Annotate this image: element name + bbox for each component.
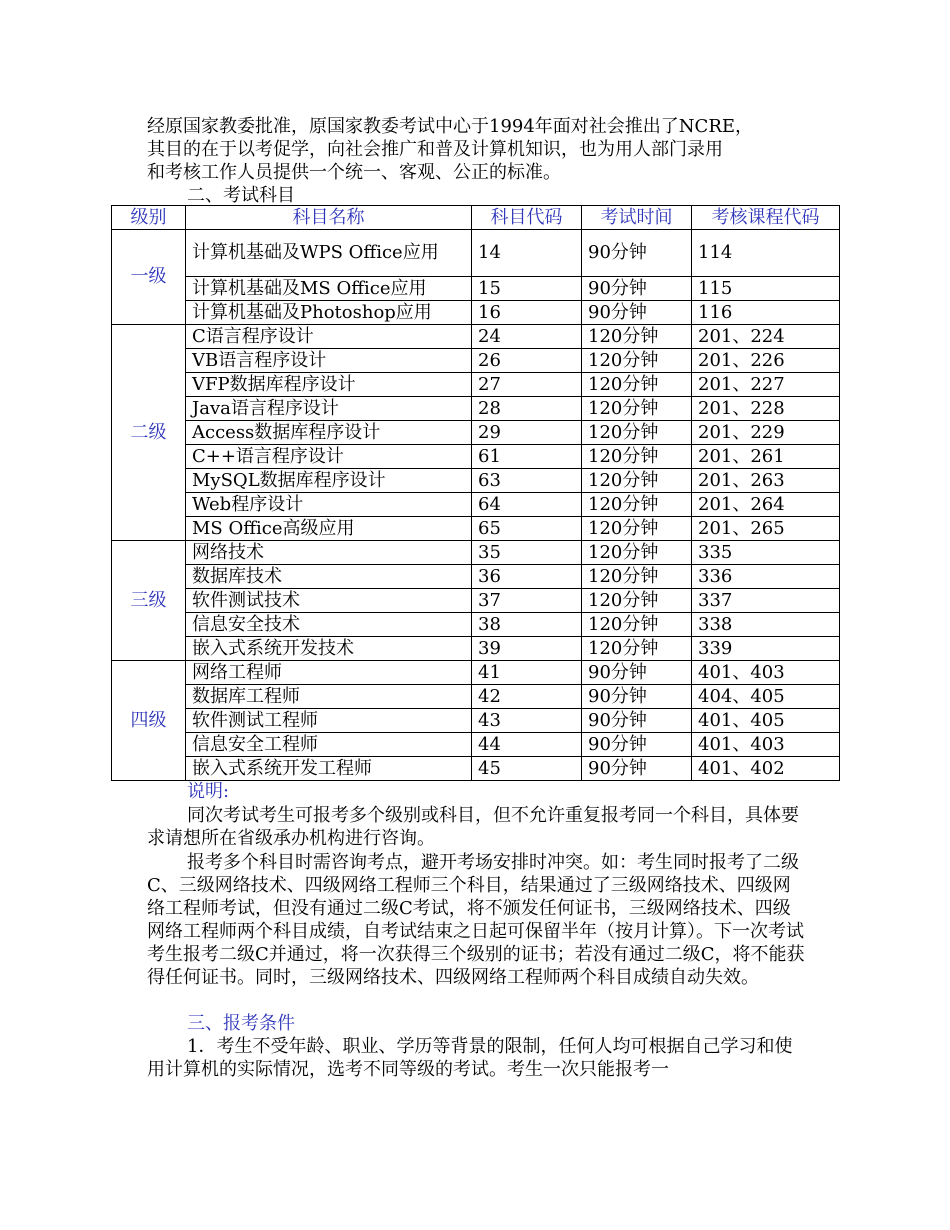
subject-code-cell: 36	[472, 565, 582, 589]
course-code-cell: 337	[692, 589, 840, 613]
conditions-paragraph-1: 1．考生不受年龄、职业、学历等背景的限制，任何人均可根据自己学习和使用计算机的实际情况，选考不同等级的考试。考生一次只能报考一	[147, 1036, 793, 1080]
subject-name-cell: 软件测试工程师	[186, 709, 472, 733]
table-row	[112, 589, 840, 613]
subject-name-cell: C语言程序设计	[186, 325, 472, 349]
subject-code-cell: 42	[472, 685, 582, 709]
course-code-cell: 201、265	[692, 517, 840, 541]
subject-code-cell: 63	[472, 469, 582, 493]
course-code-cell: 401、403	[692, 661, 840, 685]
exam-time-cell: 120分钟	[582, 541, 692, 565]
exam-time-cell: 120分钟	[582, 397, 692, 421]
header-course-code: 考核课程代码	[692, 206, 840, 230]
exam-time-cell: 120分钟	[582, 373, 692, 397]
subject-name-cell: VFP数据库程序设计	[186, 373, 472, 397]
course-code-cell: 115	[692, 277, 840, 301]
subject-code-cell: 24	[472, 325, 582, 349]
course-code-cell: 201、226	[692, 349, 840, 373]
header-subject-code: 科目代码	[472, 206, 582, 230]
subject-name-cell: 嵌入式系统开发技术	[186, 637, 472, 661]
section-3-title: 三、报考条件	[187, 1013, 295, 1034]
table-row	[112, 301, 840, 325]
table-row	[112, 757, 840, 781]
table-row	[112, 349, 840, 373]
intro-paragraph	[147, 115, 807, 184]
section-2-title: 二、考试科目	[187, 185, 295, 206]
exam-time-cell: 120分钟	[582, 325, 692, 349]
exam-time-cell: 90分钟	[582, 733, 692, 757]
course-code-cell: 401、405	[692, 709, 840, 733]
table-row	[112, 230, 840, 277]
table-row	[112, 493, 840, 517]
subject-name-cell: 数据库技术	[186, 565, 472, 589]
subject-code-cell: 39	[472, 637, 582, 661]
subject-code-cell: 16	[472, 301, 582, 325]
subject-code-cell: 61	[472, 445, 582, 469]
exam-time-cell: 120分钟	[582, 613, 692, 637]
subject-code-cell: 44	[472, 733, 582, 757]
subject-name-cell: Access数据库程序设计	[186, 421, 472, 445]
table-row	[112, 733, 840, 757]
subject-name-cell: VB语言程序设计	[186, 349, 472, 373]
subject-name-cell: 信息安全技术	[186, 613, 472, 637]
exam-time-cell: 120分钟	[582, 517, 692, 541]
course-code-cell: 201、263	[692, 469, 840, 493]
header-exam-time: 考试时间	[582, 206, 692, 230]
subject-name-cell: 数据库工程师	[186, 685, 472, 709]
subject-name-cell: Java语言程序设计	[186, 397, 472, 421]
course-code-cell: 114	[692, 230, 840, 277]
table-row	[112, 613, 840, 637]
exam-time-cell: 120分钟	[582, 349, 692, 373]
table-row	[112, 277, 840, 301]
exam-time-cell: 90分钟	[582, 685, 692, 709]
subject-name-cell: 嵌入式系统开发工程师	[186, 757, 472, 781]
course-code-cell: 401、403	[692, 733, 840, 757]
subject-code-cell: 29	[472, 421, 582, 445]
level-cell: 三级	[112, 541, 186, 661]
course-code-cell: 201、224	[692, 325, 840, 349]
subject-name-cell: 网络工程师	[186, 661, 472, 685]
intro-line-1: 经原国家教委批准，原国家教委考试中心于1994年面对社会推出了NCRE，	[147, 116, 754, 137]
level-cell: 一级	[112, 230, 186, 325]
subject-code-cell: 28	[472, 397, 582, 421]
course-code-cell: 201、264	[692, 493, 840, 517]
level-cell: 四级	[112, 661, 186, 781]
exam-time-cell: 90分钟	[582, 301, 692, 325]
subject-name-cell: 计算机基础及MS Office应用	[186, 277, 472, 301]
subject-code-cell: 15	[472, 277, 582, 301]
subject-name-cell: C++语言程序设计	[186, 445, 472, 469]
subject-name-cell: 软件测试技术	[186, 589, 472, 613]
subject-name-cell: 网络技术	[186, 541, 472, 565]
table-body	[112, 230, 840, 781]
exam-time-cell: 90分钟	[582, 277, 692, 301]
table-row	[112, 517, 840, 541]
intro-line-2: 其目的在于以考促学，向社会推广和普及计算机知识，也为用人部门录用	[147, 139, 723, 160]
exam-subjects-table	[111, 205, 840, 781]
subject-code-cell: 35	[472, 541, 582, 565]
exam-time-cell: 90分钟	[582, 230, 692, 277]
course-code-cell: 116	[692, 301, 840, 325]
level-cell: 二级	[112, 325, 186, 541]
subject-name-cell: MS Office高级应用	[186, 517, 472, 541]
intro-line-3: 和考核工作人员提供一个统一、客观、公正的标准。	[147, 162, 561, 183]
exam-time-cell: 120分钟	[582, 565, 692, 589]
subject-name-cell: Web程序设计	[186, 493, 472, 517]
subject-code-cell: 37	[472, 589, 582, 613]
exam-time-cell: 120分钟	[582, 589, 692, 613]
exam-time-cell: 90分钟	[582, 709, 692, 733]
exam-time-cell: 120分钟	[582, 469, 692, 493]
course-code-cell: 336	[692, 565, 840, 589]
table-row	[112, 373, 840, 397]
notes-paragraph-2: 报考多个科目时需咨询考点，避开考场安排时冲突。如：考生同时报考了二级C、三级网络技术、四级网络工程师三个科目，结果通过了三级网络技术、四级网络工程师考试，但没有通过二级C考试，将不颁发任何证书，三级网络技术、四级网络工程师两个科目成绩，自考试结束之日起可保留半年（按月计算）。下一次考试考生报考二级C并通过，将一次获得三个级别的证书；若没有通过二级C，将不能获得任何证书。同时，三级网络技术、四级网络工程师两个科目成绩自动失效。	[147, 852, 805, 988]
table-header-row	[112, 206, 840, 230]
subject-name-cell: MySQL数据库程序设计	[186, 469, 472, 493]
course-code-cell: 338	[692, 613, 840, 637]
table-row	[112, 469, 840, 493]
course-code-cell: 339	[692, 637, 840, 661]
subject-code-cell: 14	[472, 230, 582, 277]
header-level: 级别	[112, 206, 186, 230]
exam-time-cell: 120分钟	[582, 493, 692, 517]
table-row	[112, 541, 840, 565]
course-code-cell: 201、227	[692, 373, 840, 397]
exam-time-cell: 120分钟	[582, 445, 692, 469]
exam-time-cell: 120分钟	[582, 421, 692, 445]
table-row	[112, 445, 840, 469]
subject-name-cell: 计算机基础及Photoshop应用	[186, 301, 472, 325]
subject-name-cell: 信息安全工程师	[186, 733, 472, 757]
exam-time-cell: 120分钟	[582, 637, 692, 661]
subject-code-cell: 64	[472, 493, 582, 517]
subject-code-cell: 45	[472, 757, 582, 781]
course-code-cell: 404、405	[692, 685, 840, 709]
course-code-cell: 201、261	[692, 445, 840, 469]
table-row	[112, 685, 840, 709]
table-row	[112, 397, 840, 421]
course-code-cell: 335	[692, 541, 840, 565]
subject-code-cell: 41	[472, 661, 582, 685]
exam-time-cell: 90分钟	[582, 661, 692, 685]
subject-code-cell: 65	[472, 517, 582, 541]
course-code-cell: 401、402	[692, 757, 840, 781]
table-row	[112, 325, 840, 349]
table-row	[112, 421, 840, 445]
table-row	[112, 565, 840, 589]
table-row	[112, 709, 840, 733]
table-row	[112, 637, 840, 661]
subject-code-cell: 38	[472, 613, 582, 637]
exam-time-cell: 90分钟	[582, 757, 692, 781]
subject-name-cell: 计算机基础及WPS Office应用	[186, 230, 472, 277]
table-row	[112, 661, 840, 685]
notes-title: 说明:	[187, 781, 230, 802]
subject-code-cell: 43	[472, 709, 582, 733]
header-subject-name: 科目名称	[186, 206, 472, 230]
course-code-cell: 201、229	[692, 421, 840, 445]
course-code-cell: 201、228	[692, 397, 840, 421]
subject-code-cell: 26	[472, 349, 582, 373]
notes-paragraph-1: 同次考试考生可报考多个级别或科目，但不允许重复报考同一个科目，具体要求请想所在省级承办机构进行咨询。	[147, 805, 799, 849]
subject-code-cell: 27	[472, 373, 582, 397]
